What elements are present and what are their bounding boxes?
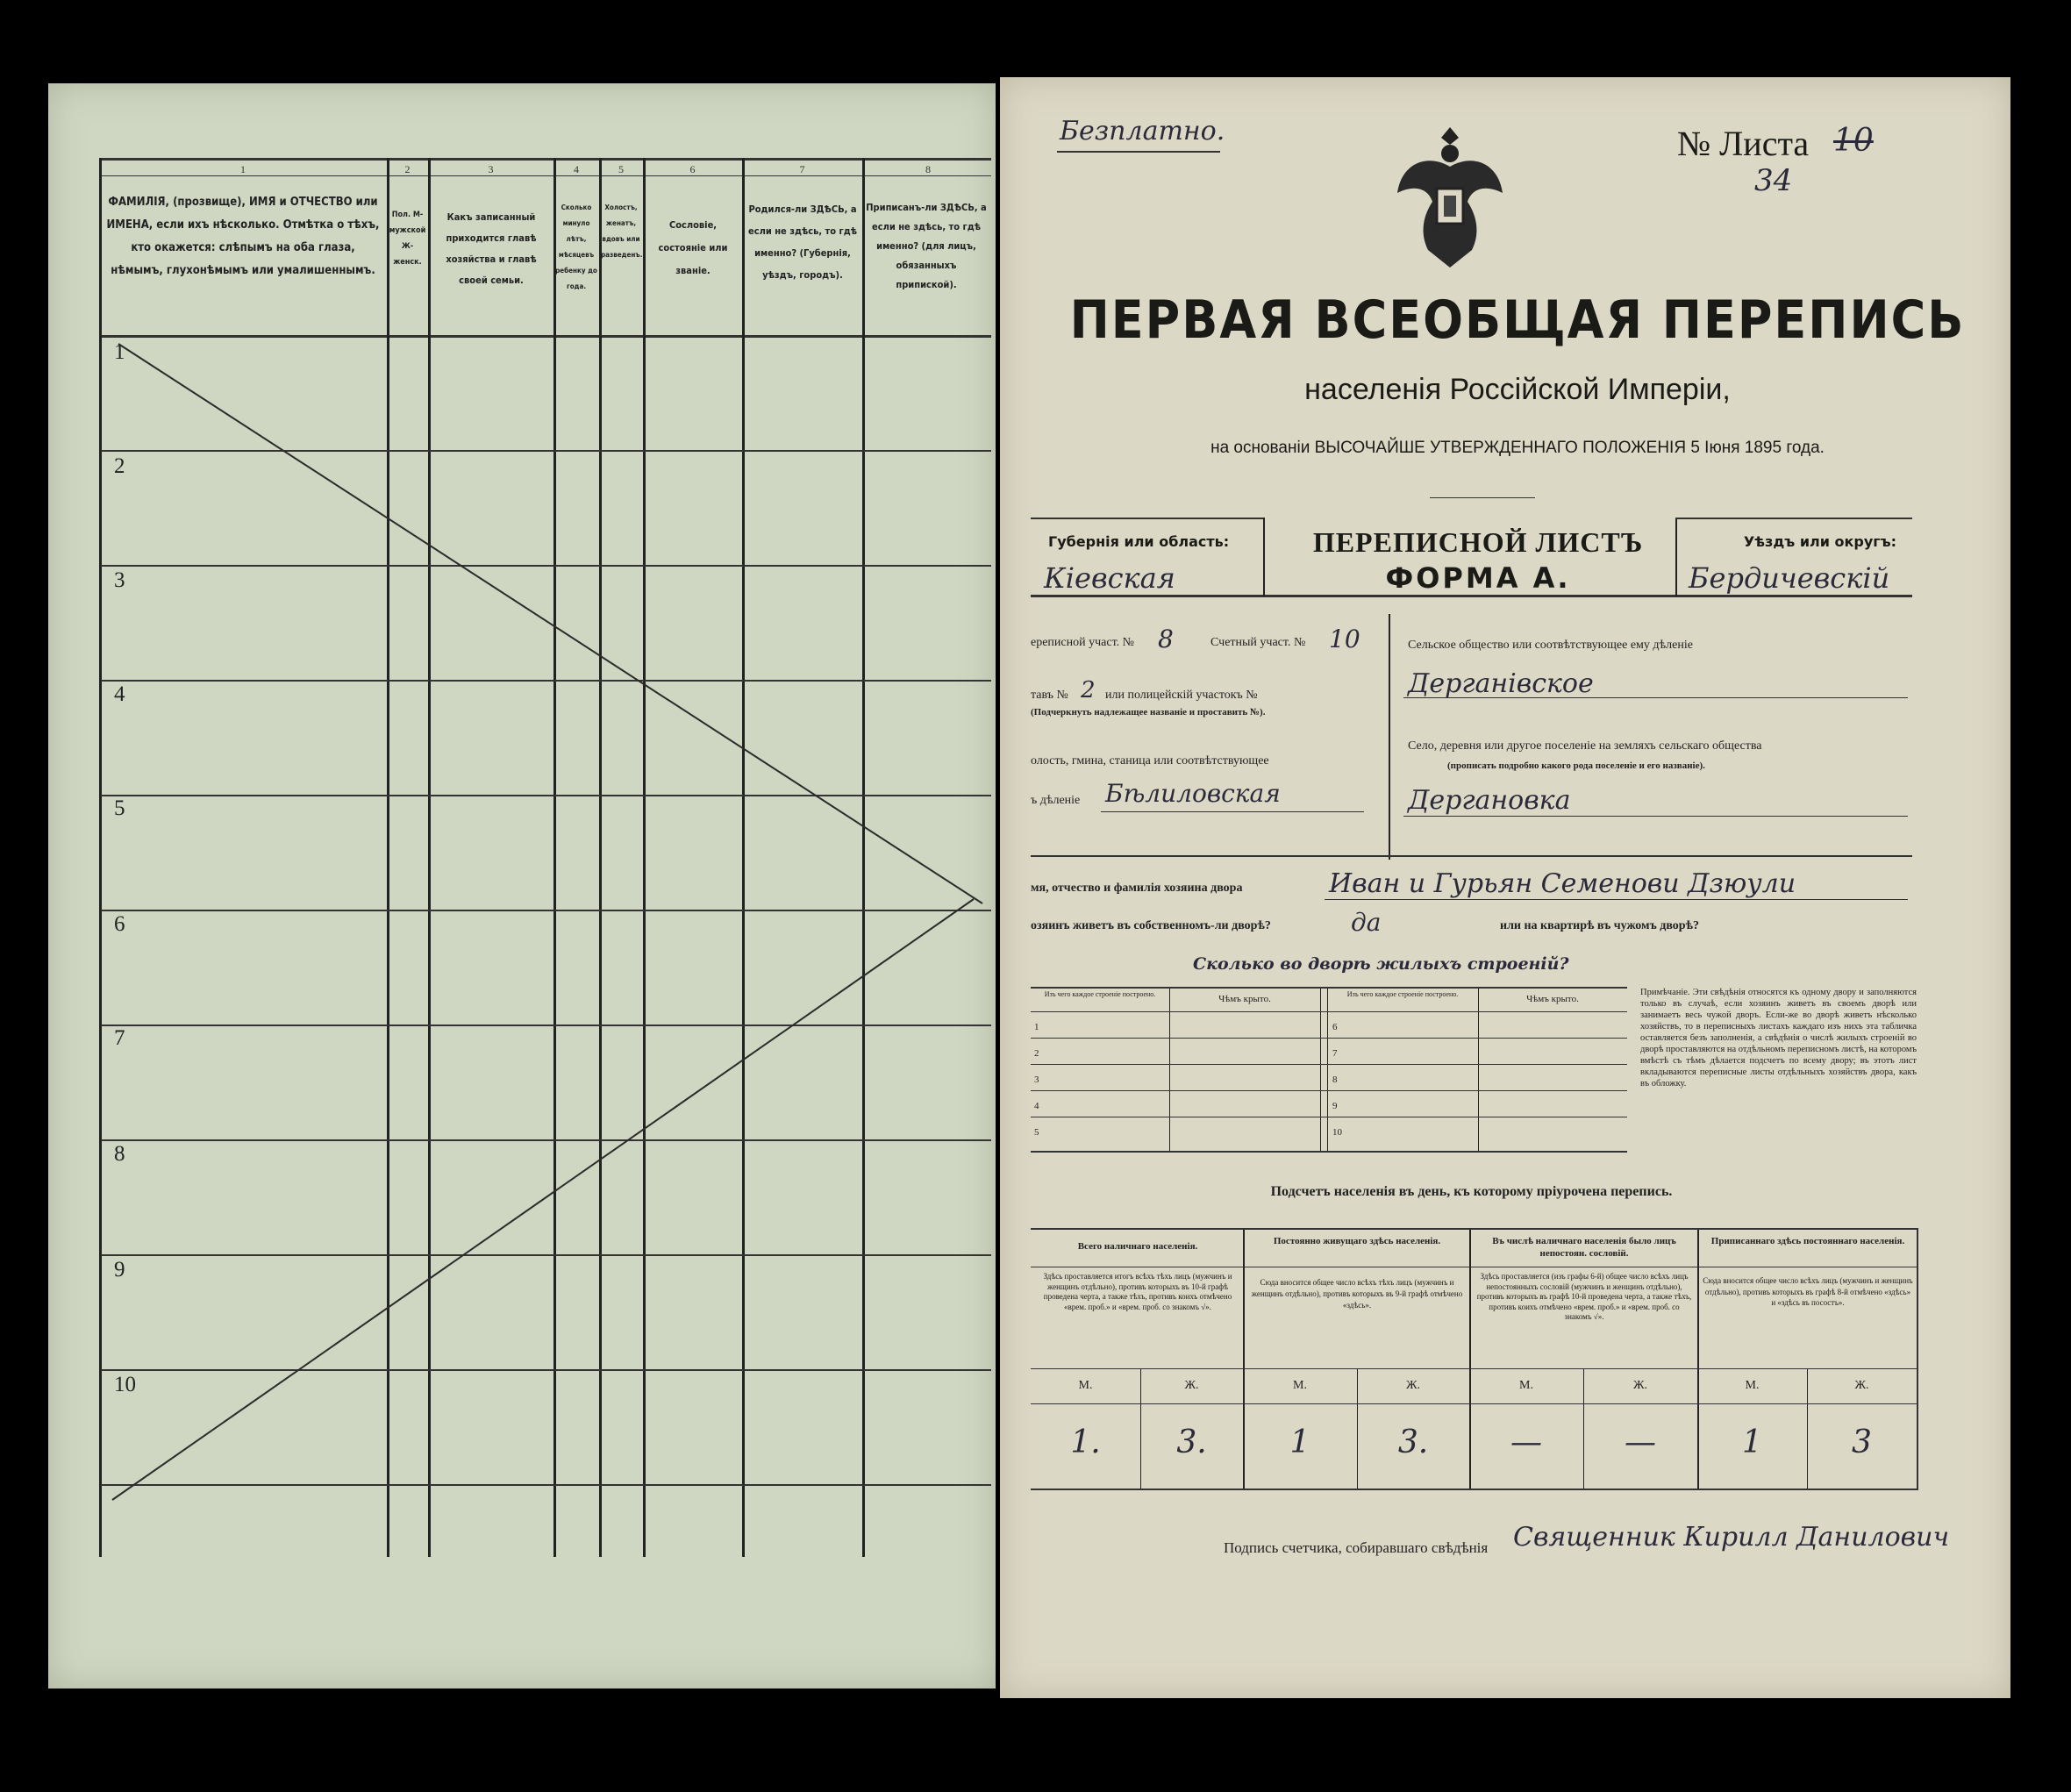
- column-header-marital: Холостъ, женатъ, вдовъ или разведенъ.: [601, 203, 643, 259]
- male-label: М.: [1745, 1379, 1760, 1392]
- buildings-col1-header-b: Изъ чего каждое строеніе построено.: [1346, 990, 1459, 998]
- building-number: 4: [1034, 1101, 1039, 1111]
- own-yard-label: озяинъ живетъ въ собственномъ-ли дворѣ?: [1031, 919, 1271, 932]
- building-number: 6: [1332, 1022, 1338, 1032]
- column-number: 8: [925, 163, 931, 175]
- row-number: 3: [114, 568, 125, 592]
- count-header-resident: Постоянно живущаго здѣсь населенія.: [1273, 1236, 1441, 1246]
- count-value-nonperm-m: —: [1510, 1424, 1542, 1460]
- sheet-number-label: № Листа: [1677, 124, 1810, 163]
- stan-value: 2: [1081, 677, 1096, 703]
- row-number: 2: [114, 454, 125, 478]
- perepis-uchastok-value: 8: [1158, 625, 1174, 653]
- column-header-registration: Приписанъ-ли ЗДѢСЬ, а если не здѣсь, то гдѣ именно? (для лицъ, обязанныхъ припиской).: [866, 202, 987, 290]
- buildings-table: [1031, 987, 1627, 1153]
- buildings-col2-header-b: Чѣмъ крыто.: [1526, 994, 1579, 1004]
- signature-label: Подпись счетчика, собиравшаго свѣдѣнія: [1224, 1539, 1489, 1556]
- owner-value: Иван и Гурьян Семенови Дзюули: [1329, 868, 1796, 899]
- row-number: 9: [114, 1258, 125, 1282]
- stan-label: тавъ №: [1031, 689, 1068, 702]
- count-value-resident-m: 1: [1289, 1424, 1310, 1460]
- cross-out-lines: [0, 0, 1000, 1792]
- document-title: ПЕРВАЯ ВСЕОБЩАЯ ПЕРЕПИСЬ: [1069, 289, 1966, 351]
- selo-note: (прописать подробно какого рода поселеніе и его названіе).: [1447, 760, 1705, 771]
- row-number: 5: [114, 796, 125, 820]
- column-number: 3: [488, 163, 494, 175]
- column-number: 2: [404, 163, 411, 175]
- document-basis: на основаніи ВЫСОЧАЙШЕ УТВЕРЖДЕННАГО ПОЛОЖЕНІЯ 5 Іюня 1895 года.: [1210, 439, 1825, 457]
- column-number: 6: [689, 163, 696, 175]
- volost-label: олость, гмина, станица или соотвѣтствующее: [1031, 754, 1269, 767]
- column-number: 7: [799, 163, 805, 175]
- building-number: 9: [1332, 1101, 1338, 1111]
- count-value-total-f: 3.: [1176, 1424, 1207, 1460]
- gubernia-value: Кіевская: [1044, 561, 1175, 595]
- row-number: 10: [114, 1373, 136, 1396]
- rent-label: или на квартирѣ въ чужомъ дворѣ?: [1500, 919, 1699, 932]
- column-header-age: Сколько минуло лѣтъ, мѣсяцевъ ребенку до года.: [555, 203, 597, 290]
- count-value-nonperm-f: —: [1625, 1424, 1656, 1460]
- female-label: Ж.: [1184, 1379, 1199, 1392]
- owner-label: мя, отчество и фамилія хозяина двора: [1031, 882, 1243, 895]
- row-number: 7: [114, 1026, 125, 1050]
- female-label: Ж.: [1854, 1379, 1869, 1392]
- count-desc-registered: Сюда вносится общее число всѣхъ лицъ (мужчинъ и женщинъ отдѣльно), противъ которыхъ въ графѣ 8-й отмѣчено «здѣсь» и «здѣсь въ посостъ».: [1703, 1276, 1913, 1307]
- population-count-table: [1031, 1228, 1918, 1490]
- buildings-col2-header: Чѣмъ крыто.: [1218, 994, 1271, 1004]
- schetny-uchastok-value: 10: [1329, 625, 1360, 653]
- count-title: Подсчетъ населенія въ день, къ которому пріурочена перепись.: [1270, 1184, 1673, 1199]
- count-header-nonpermanent: Въ числѣ наличнаго населенія было лицъ непостоян. сословій.: [1492, 1236, 1676, 1259]
- document-subtitle: населенія Россійской Имперіи,: [1304, 373, 1731, 406]
- volost-value: Бѣлиловская: [1105, 779, 1281, 808]
- own-yard-value: да: [1351, 908, 1382, 937]
- column-header-relation: Какъ записанный приходится главѣ хозяйства и главѣ своей семьи.: [446, 211, 537, 286]
- count-value-registered-f: 3: [1852, 1424, 1872, 1460]
- building-number: 1: [1034, 1022, 1039, 1032]
- buildings-title: Сколько во дворѣ жилыхъ строеній?: [1193, 954, 1569, 974]
- building-number: 3: [1034, 1074, 1039, 1085]
- building-number: 10: [1332, 1127, 1342, 1138]
- form-title-line1: ПЕРЕПИСНОЙ ЛИСТЪ: [1312, 526, 1644, 558]
- count-value-registered-m: 1: [1742, 1424, 1762, 1460]
- signature-value: Священник Кирилл Данилович: [1513, 1522, 1950, 1553]
- selo-value: Дергановка: [1408, 785, 1571, 816]
- coat-of-arms-icon: [1393, 118, 1507, 272]
- building-number: 2: [1034, 1048, 1039, 1059]
- column-number: 1: [240, 163, 246, 175]
- count-header-total: Всего наличнаго населенія.: [1077, 1241, 1198, 1252]
- row-number: 8: [114, 1142, 125, 1166]
- male-label: М.: [1293, 1379, 1307, 1392]
- obshchestvo-label: Сельское общество или соотвѣтствующее ему дѣленіе: [1408, 639, 1693, 652]
- uezd-label: Уѣздъ или округъ:: [1743, 533, 1897, 550]
- buildings-col1-header: Изъ чего каждое строеніе построено.: [1044, 990, 1156, 998]
- count-desc-total: Здѣсь проставляется итогъ всѣхъ тѣхъ лицъ (мужчинъ и женщинъ отдѣльно), противъ которыхъ въ 10-й графѣ проведена черта, а также тѣхъ, противъ коихъ отмѣчено «врем. проб.» и «врем. проб. со знакомъ √».: [1043, 1272, 1232, 1311]
- row-number: 4: [114, 682, 125, 706]
- sheet-number-new: 34: [1754, 163, 1793, 198]
- column-header-estate: Сословіе, состояніе или званіе.: [658, 219, 728, 276]
- building-number: 8: [1332, 1074, 1338, 1085]
- male-label: М.: [1519, 1379, 1533, 1392]
- selo-label: Село, деревня или другое поселеніе на земляхъ сельскаго общества: [1408, 739, 1762, 753]
- remark-note: Примѣчаніе. Эти свѣдѣнія относятся къ одному двору и заполняются только въ случаѣ, если хозяинъ живетъ въ своемъ дворѣ или занимаетъ весь чужой дворъ. Если-же во дворѣ живетъ нѣсколько хозяйствъ, то в переписныхъ листахъ каждаго изъ нихъ эта табличка оставляется безъ заполненія, а свѣдѣнія о числѣ жилыхъ строеній во дворѣ проставляются на отдѣльномъ переписномъ листѣ, на которомъ вмѣстѣ съ тѣмъ дѣлается подсчетъ по всему двору; въ этотъ лист вкладываются переписные листы отдѣльныхъ хозяйствъ двора, какъ въ обложку.: [1640, 988, 1917, 1089]
- column-header-name: ФАМИЛІЯ, (прозвище), ИМЯ и ОТЧЕСТВО или ИМЕНА, если ихъ нѣсколько. Отмѣтка о тѣхъ, кто окажется: слѣпымъ на оба глаза, нѣмымъ, глухонѣмымъ или умалишеннымъ.: [106, 196, 380, 277]
- female-label: Ж.: [1632, 1379, 1648, 1392]
- count-header-registered: Приписаннаго здѣсь постояннаго населенія.: [1710, 1236, 1905, 1246]
- sheet-number-struck: 10: [1833, 123, 1874, 159]
- obshchestvo-value: Дерганівское: [1408, 668, 1594, 699]
- column-number: 5: [618, 163, 624, 175]
- form-title-line2: ФОРМА А.: [1385, 561, 1571, 595]
- free-label: Безплатно.: [1060, 116, 1225, 146]
- underline-note: (Подчеркнуть надлежащее названіе и проставить №).: [1031, 707, 1266, 718]
- count-desc-nonpermanent: Здѣсь проставляется (изъ графы 6-й) общее число всѣхъ лицъ непостоянныхъ сословій (мужчинъ и женщинъ отдѣльно), противъ которыхъ въ графѣ 10-й проведена черта, а также тѣхъ, противъ коихъ отмѣчено «врем. проб.» и «врем. проб. со знакомъ √».: [1476, 1272, 1692, 1321]
- perepis-uchastok-label: ереписной участ. №: [1031, 636, 1135, 649]
- police-label: или полицейскій участокъ №: [1105, 689, 1258, 702]
- schetny-uchastok-label: Счетный участ. №: [1210, 636, 1306, 649]
- column-header-sex: Пол. М-мужской Ж-женск.: [389, 211, 426, 267]
- count-value-resident-f: 3.: [1397, 1424, 1429, 1460]
- row-number: 1: [114, 340, 125, 364]
- column-header-birthplace: Родился-ли ЗДѢСЬ, а если не здѣсь, то гдѣ именно? (Губернія, уѣздъ, городъ).: [748, 203, 857, 281]
- volost-label-2: ъ дѣленіе: [1031, 794, 1081, 807]
- building-number: 7: [1332, 1048, 1338, 1059]
- male-label: М.: [1078, 1379, 1093, 1392]
- building-number: 5: [1034, 1127, 1039, 1138]
- gubernia-label: Губернія или область:: [1048, 533, 1230, 550]
- uezd-value: Бердичевскій: [1689, 561, 1890, 595]
- female-label: Ж.: [1405, 1379, 1421, 1392]
- row-number: 6: [114, 912, 125, 936]
- column-number: 4: [574, 163, 579, 175]
- count-desc-resident: Сюда вносится общее число всѣхъ тѣхъ лицъ (мужчинъ и женщинъ отдѣльно), противъ которыхъ въ 9-й графѣ отмѣчено «здѣсь».: [1251, 1278, 1463, 1310]
- count-value-total-m: 1.: [1070, 1424, 1101, 1460]
